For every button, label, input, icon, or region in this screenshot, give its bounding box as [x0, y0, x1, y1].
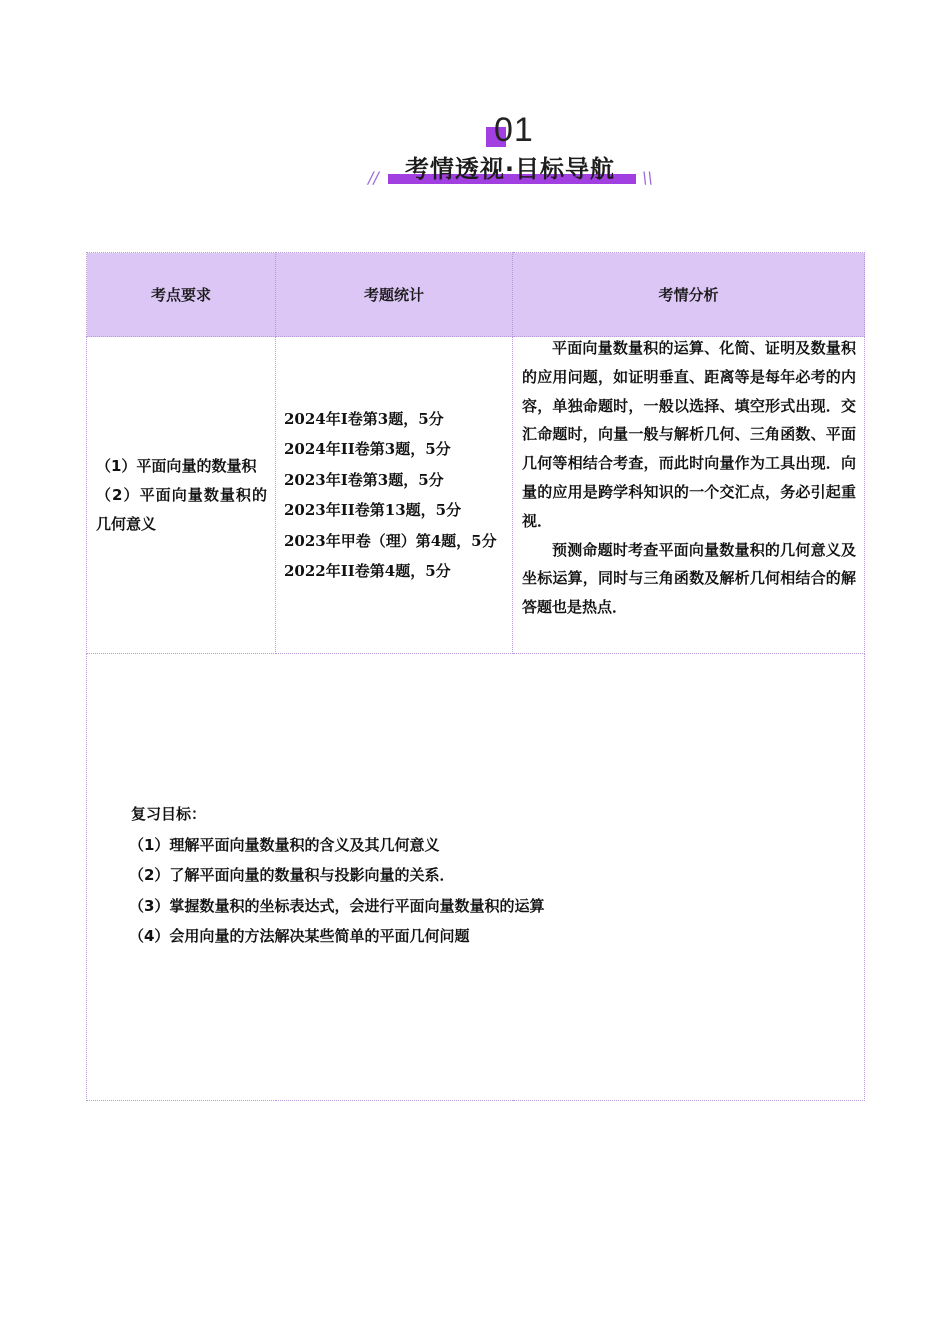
table-header-row [87, 253, 865, 337]
stat-item: 2024年II卷第3题，5分 [284, 440, 451, 458]
title-decoration-right: \\ [642, 168, 653, 187]
header-statistics: 考题统计 [276, 253, 513, 337]
header-analysis: 考情分析 [513, 253, 865, 337]
requirement-item: （2）平面向量数量积的几何意义 [96, 485, 267, 533]
exam-analysis-table [86, 252, 865, 1101]
goal-item: （4）会用向量的方法解决某些简单的平面几何问题 [129, 927, 470, 945]
analysis-cell [513, 337, 865, 654]
goals-cell [87, 654, 865, 1101]
title-decoration-left: // [368, 168, 379, 187]
stat-item: 2022年II卷第4题，5分 [284, 562, 451, 580]
section-number: 01 [494, 111, 534, 149]
requirements-cell [87, 337, 276, 654]
statistics-cell [276, 337, 513, 654]
stat-item: 2023年II卷第13题，5分 [284, 501, 462, 519]
stat-item: 2023年甲卷（理）第4题，5分 [284, 531, 497, 550]
review-goals [87, 654, 864, 952]
goal-item: （1）理解平面向量数量积的含义及其几何意义 [129, 835, 440, 854]
goals-title: 复习目标： [131, 805, 207, 823]
analysis-paragraph: 预测命题时考查平面向量数量积的几何意义及坐标运算，同时与三角函数及解析几何相结合的解答题也是热点． [522, 540, 856, 617]
goal-item: （3）掌握数量积的坐标表达式，会进行平面向量数量积的运算 [129, 896, 545, 915]
goals-row [87, 654, 865, 1101]
table-row [87, 337, 865, 654]
section-title: 考情透视·目标导航 [404, 155, 616, 183]
header-requirements: 考点要求 [87, 253, 276, 337]
goal-item: （2）了解平面向量的数量积与投影向量的关系． [129, 866, 455, 884]
stat-item: 2023年I卷第3题，5分 [284, 470, 444, 489]
requirement-item: （1）平面向量的数量积 [96, 456, 257, 475]
analysis-paragraph: 平面向量数量积的运算、化简、证明及数量积的应用问题，如证明垂直、距离等是每年必考的内容，单独命题时，一般以选择、填空形式出现．交汇命题时，向量一般与解析几何、三角函数、平面几何等相结合考查，而此时向量作为工具出现．向量的应用是跨学科知识的一个交汇点，务必引起重视． [522, 339, 856, 530]
stat-item: 2024年I卷第3题，5分 [284, 409, 444, 428]
